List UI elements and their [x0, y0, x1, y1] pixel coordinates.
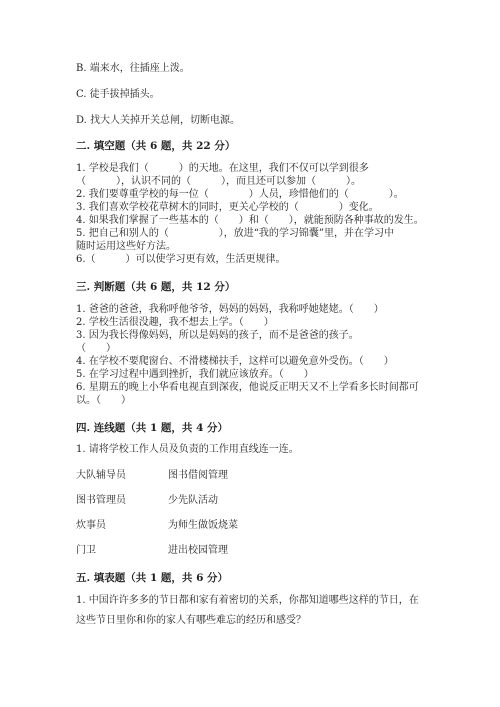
fill-line: 2. 我们要尊重学校的每一位（ ）人员，珍惜他们的（ ）。 — [76, 189, 404, 200]
fill-line: 4. 如果我们掌握了一些基本的（ ）和（ ），就能预防各种事故的发生。 — [76, 215, 424, 226]
section3-heading: 三. 判断题（共 6 题，共 12 分） — [76, 281, 236, 293]
fill-line: 5. 把自己和别人的（ ），放进“我的学习锦囊”里，并在学习中 — [76, 228, 394, 239]
judge-line: 5. 在学习过程中遇到挫折，我们就应该放弃。（ ） — [76, 369, 314, 380]
duty-item: 为师生做饭烧菜 — [168, 520, 238, 531]
table-question: 这些节日里你和你的家人有哪些难忘的经历和感受？ — [76, 615, 306, 626]
judge-line: 3. 因为我长得像妈妈，所以是妈妈的孩子，而不是爸爸的孩子。 — [76, 330, 359, 341]
judge-line: 以。（ ） — [76, 395, 131, 406]
table-question: 1. 中国许许多多的节日都和家有着密切的关系，你都知道哪些这样的节日，在 — [76, 595, 419, 606]
duty-item: 进出校园管理 — [168, 545, 228, 556]
option-d: D. 找大人关掉开关总闸，切断电源。 — [76, 115, 241, 126]
option-b: B. 端来水，往插座上泼。 — [76, 63, 190, 74]
judge-line: 1. 爸爸的爸爸，我称呼他爷爷，妈妈的妈妈，我称呼她姥姥。（ ） — [76, 304, 384, 315]
section5-heading: 五. 填表题（共 1 题，共 6 分） — [76, 572, 229, 584]
match-question: 1. 请将学校工作人员及负责的工作用直线连一连。 — [76, 444, 299, 455]
fill-line: 随时运用这些好方法。 — [76, 241, 176, 252]
option-c: C. 徒手拔掉插头。 — [76, 89, 160, 100]
section2-heading: 二. 填空题（共 6 题，共 22 分） — [76, 140, 236, 152]
fill-line: 6.（ ）可以使学习更有效，生活更规律。 — [76, 254, 286, 265]
staff-item: 炊事员 — [76, 520, 106, 531]
staff-item: 图书管理员 — [76, 495, 126, 506]
fill-line: 1. 学校是我们（ ）的天地。在这里，我们不仅可以学到很多 — [76, 163, 369, 174]
section4-heading: 四. 连线题（共 1 题，共 4 分） — [76, 422, 229, 434]
staff-item: 门卫 — [76, 545, 96, 556]
judge-line: 4. 在学校不要爬窗台、不滑楼梯扶手，这样可以避免意外受伤。（ ） — [76, 356, 394, 367]
judge-line: 6. 星期五的晚上小华看电视直到深夜，他说反正明天又不上学看多长时间都可 — [76, 382, 419, 393]
fill-line: （ ），认识不同的（ ），而且还可以参加（ ）。 — [76, 176, 361, 187]
duty-item: 图书借阅管理 — [168, 470, 228, 481]
judge-line: 2. 学校生活很没趣，我不想去上学。（ ） — [76, 317, 274, 328]
fill-line: 3. 我们喜欢学校花草树木的同时，更关心学校的（ ）变化。 — [76, 202, 379, 213]
staff-item: 大队辅导员 — [76, 470, 126, 481]
judge-line: （ ） — [76, 343, 116, 354]
duty-item: 少先队活动 — [168, 495, 218, 506]
